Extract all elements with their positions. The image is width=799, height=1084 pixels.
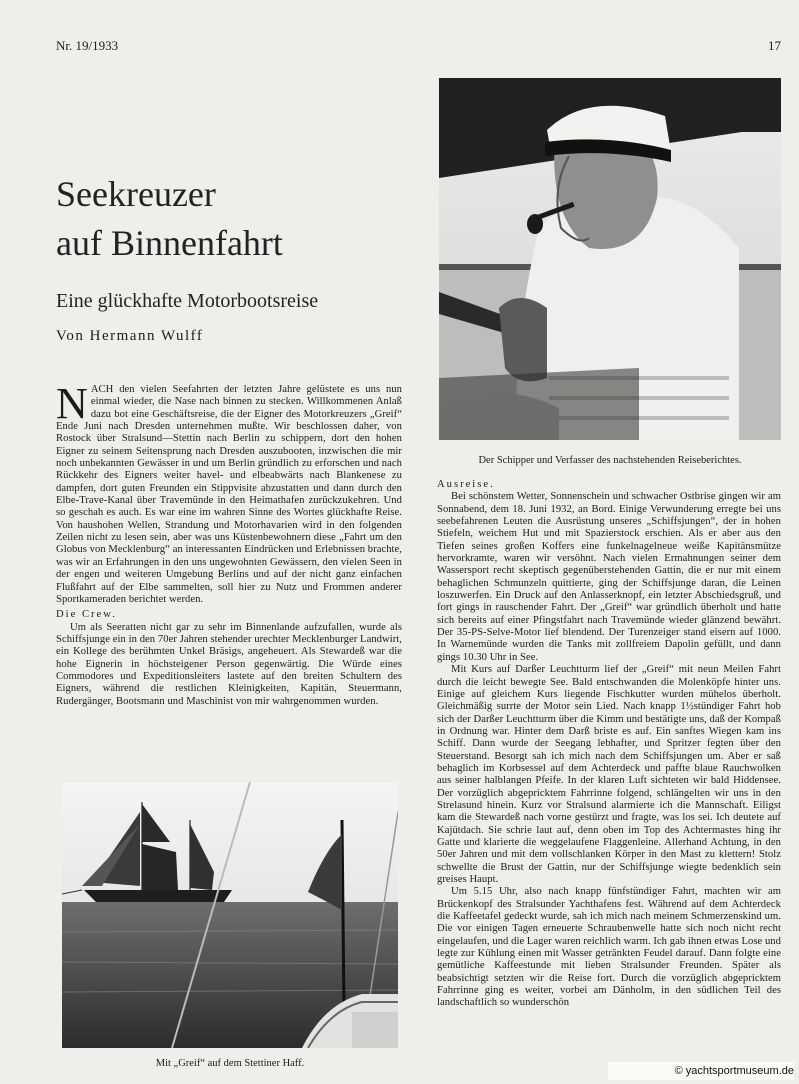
article-title [56, 170, 283, 268]
photo-sailing-ship [62, 782, 398, 1048]
ausreise-paragraph-1: Bei schönstem Wetter, Sonnenschein und schwacher Ostbrise gingen wir am Sonnabend, dem 18. Juni 1932, an Bord. Einige Verwunderung erregte bei uns seebefahrenen Leuten die Ausrüstung unseres „Schiffsjungen“, der in hohen Stiefeln, weichem Hut und mit Spazierstock erschien. Als er aber aus den Tiefen seines großen Koffers eine funkelnagelneue weiße Kapitänsmütze hervorkramte, waren wir versöhnt. Nach vielen Ermahnungen seiner dem Wassersport recht skeptisch gegenüberstehenden Gattin, die er nur mit einem behaglichen Schmunzeln quittierte, ging der Schiffsjunge daran, die Leinen loszuwerfen. Ein Druck auf den Anlasserknopf, ein letzter Abschiedsgruß, und fort gings in rauschender Fahrt. Der „Greif“ war gründlich überholt und hatte sich bereits auf einer Pfingstfahrt nach Travemünde wieder glänzend bewährt. Der 35-PS-Selve-Motor lief blendend. Der Turenzeiger stand eisern auf 1000. In Warnemünde wurden die Tanks mit zollfreiem Dapolin gefüllt, und dann gings 10.30 Uhr in See. [437, 491, 781, 663]
watermark: © yachtsportmuseum.de [608, 1062, 794, 1080]
right-column-text [437, 476, 781, 1010]
section-heading-crew: Die Crew. [56, 609, 117, 621]
article-subtitle: Eine glückhafte Motorbootsreise [56, 290, 319, 312]
right-photo-caption: Der Schipper und Verfasser des nachstehenden Reiseberichtes. [478, 455, 742, 466]
title-line-2: auf Binnenfahrt [56, 223, 283, 263]
left-photo-caption: Mit „Greif“ auf dem Stettiner Haff. [155, 1058, 305, 1069]
intro-paragraph: NACH den vielen Seefahrten der letzten Jahre gelüstete es uns nun einmal wieder, die Nase nach binnen zu stecken. Willkommenen Anlaß dazu bot eine Geschäftsreise, die der Eigner des Motorkreuzers „Greif“ Ende Juni nach Dresden unternehmen mußte. Wir beschlossen daher, von Rostock über Stralsund—Stettin nach Berlin zu schippern, dort den hohen Eigner zu seinem Seitensprung nach Dresden auszubooten, inzwischen die mir noch unbekannten Gewässer in und um Berlin gründlich zu erforschen und nach Rückkehr des Eigners weiter havel- und elbeabwärts nach Blankenese zu dampfen, dort guten Freunden ein Stippvisite abzustatten und dann durch den Elbe-Trave-Kanal über Travemünde in den Heimathafen zurückzukehren. Und so geschah es auch. Es war eine im wahren Sinne des Wortes glückhafte Reise. Von haushohen Wellen, Strandung und Motorhavarien wird in den folgenden Zeilen nicht zu lesen sein, aber was uns Küstenbewohnern diese „Fahrt um den Globus von Mecklenburg“ an interessanten Eindrücken und Erlebnissen brachte, was wir an Erfahrungen in den uns ungewohnten Gewässern, den vielen Seen in der engen und weiteren Umgebung Berlins und auf der nicht ganz einfachen Flußfahrt auf der Elbe sammelten, soll hier zu Nutz und Frommen anderer Sportkameraden berichtet werden. [56, 379, 402, 605]
photo-skipper [439, 78, 781, 440]
crew-paragraph: Um als Seeratten nicht gar zu sehr im Binnenlande aufzufallen, wurde als Schiffsjunge ein in den 70er Jahren stehender urechter Mecklenburger Landwirt, ein Kollege des berühmten Unkel Bräsigs, angeheuert. Als Stewardeß war die hohe Eignerin in höchsteigener Person gegenwärtig. Die Würde eines Commodores und Expeditionsleiters lastete auf den breiten Schultern des Eigners, während die restlichen Kleinigkeiten, Kapitän, Steuermann, Rudergänger, Bootsmann und Maschinist von mir wahrgenommen wurden. [56, 621, 402, 707]
section-heading-ausreise: Ausreise. [437, 479, 495, 490]
ausreise-paragraph-3: Um 5.15 Uhr, also nach knapp fünfstündiger Fahrt, machten wir am Brückenkopf des Stralsunder Yachthafens fest. Während auf dem Achterdeck die Kaffeetafel gedeckt wurde, sah ich mich nach meinem Schmerzenskind um. Die vor einigen Tagen erneuerte Schraubenwelle hatte sich noch nicht recht eingelaufen, und die Lager waren reichlich warm. Ich gab ihnen etwas Lose und legte zur Kühlung einen mit Wasser getränkten Feudel darauf. Dann folgte eine gemütliche Kaffeestunde mit lieben Stralsunder Freunden. Später als beabsichtigt setzten wir die Reise fort. Durch die vorzüglich abgepricktem Fahrrinne ging es weiter, vorbei am Dänholm, in den südlichen Teil des landschaftlich so wunderschön [437, 886, 781, 1009]
page-number: 17 [768, 38, 781, 53]
issue-number: Nr. 19/1933 [56, 38, 119, 53]
article-author: Von Hermann Wulff [56, 328, 204, 344]
ausreise-paragraph-2: Mit Kurs auf Darßer Leuchtturm lief der „Greif“ mit neun Meilen Fahrt durch die leicht bewegte See. Bald entschwanden die Molenköpfe hinter uns. Einige auf gleichem Kurs liegende Fischkutter wurden mühelos überholt. Gleichmäßig surrte der Motor sein Lied. Nach knapp 1½stündiger Fahrt hob sich der Darßer Leuchtturm über die Kimm und bestätigte uns, daß der Kompaß in Ordnung war. Hinter dem Darß briste es auf. Ein sanftes Wiegen kam ins Schiff. Dann wurde der Seegang lebhafter, und Spritzer fegten über den Steuerstand. Besorgt sah ich mich nach dem Schiffsjungen um. Aber er saß behaglich im Korbsessel auf dem Achterdeck und paffte blaue Rauchwolken aus seiner halblangen Pfeife. In der klaren Luft sichteten wir bald Hiddensee. Der vorzüglich abgepricktem Fahrrinne folgend, schlängelten wir uns in den Strelasund hinein. Kurz vor Stralsund alarmierte ich die Mannschaft. Eiligst kam die Stewardeß nach vorne gestürzt und fragte, was los sei. Ich deutete auf Kajütdach. Sie schrie laut auf, denn oben im Top des Achtermastes hing ihr Gatte und klarierte die weggelaufene Flaggenleine. Allerhand Achtung, in den 50er Jahren und mit dem vollschlanken Körper in den Mast zu klettern! Stolz schwellte die Brust der Gattin, nur der Schiffsjunge wiegte bedenklich sein greises Haupt. [437, 664, 781, 885]
drop-cap: N [56, 379, 88, 428]
title-line-1: Seekreuzer [56, 174, 216, 214]
left-column-text [56, 379, 402, 708]
